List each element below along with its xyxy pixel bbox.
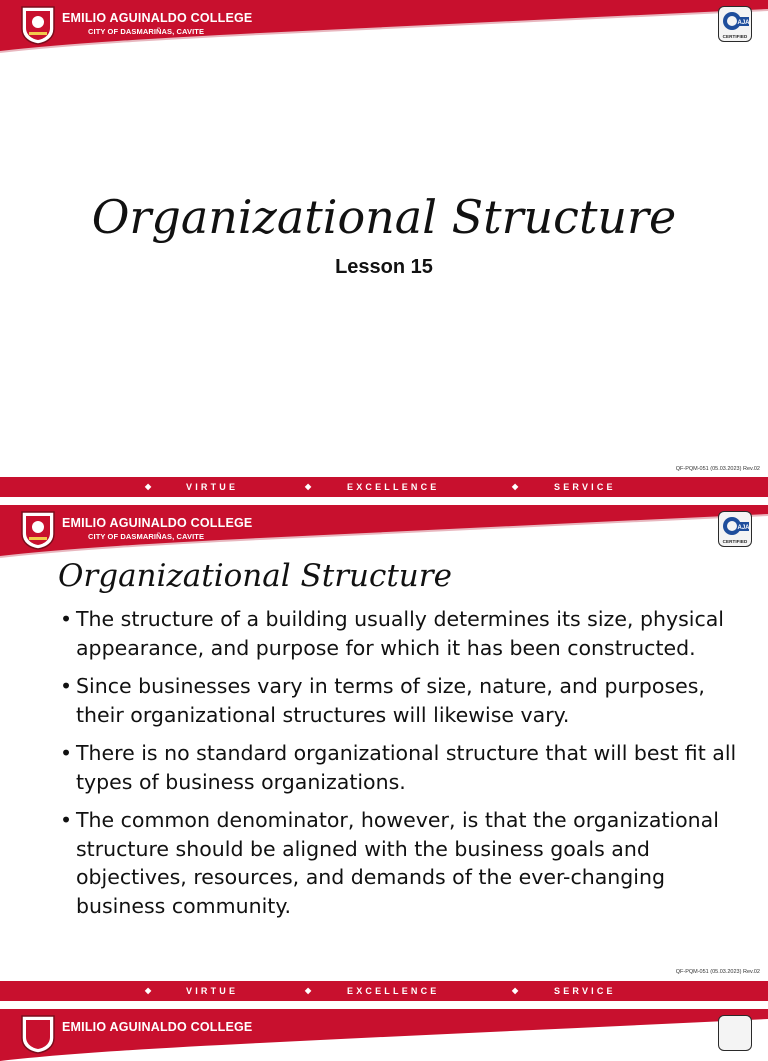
separator-icon: ◆	[512, 986, 519, 995]
bullet-text: The common denominator, however, is that the organizational structure should be aligned with the business goals and objectives, resources, and demands of the ever-changing business community.	[76, 808, 719, 918]
college-name: EMILIO AGUINALDO COLLEGE	[62, 1020, 253, 1034]
slide-title: Organizational Structure	[91, 190, 677, 244]
separator-icon: ◆	[145, 482, 152, 491]
cert-label: CERTIFIED	[722, 539, 748, 544]
motto-excellence: EXCELLENCE	[347, 482, 440, 492]
document-code: QF-PQM-051 (05.03.2023) Rev.02	[675, 466, 760, 472]
motto-virtue: VIRTUE	[186, 986, 239, 996]
motto-service: SERVICE	[554, 482, 616, 492]
college-seal-icon	[19, 510, 57, 550]
bullet-text: There is no standard organizational structure that will best fit all types of business organizations.	[76, 741, 737, 794]
college-name: EMILIO AGUINALDO COLLEGE	[62, 516, 253, 530]
motto-service: SERVICE	[554, 986, 616, 996]
header-red-band	[0, 1009, 768, 1061]
slide-subtitle: Lesson 15	[335, 256, 433, 278]
slide-header	[0, 1009, 768, 1061]
certification-logo-icon	[720, 514, 751, 538]
slide-1	[0, 0, 768, 477]
bullet-symbol: •	[60, 808, 73, 832]
college-seal-icon	[19, 5, 57, 45]
separator-icon: ◆	[512, 482, 519, 491]
college-city: CITY OF DASMARIÑAS, CAVITE	[88, 532, 205, 541]
header-red-band	[0, 505, 768, 557]
motto-excellence: EXCELLENCE	[347, 986, 440, 996]
bullet-item	[60, 672, 740, 729]
bullet-list	[60, 605, 740, 930]
college-name: EMILIO AGUINALDO COLLEGE	[62, 11, 253, 25]
college-seal-icon	[19, 1014, 57, 1054]
document-code: QF-PQM-051 (05.03.2023) Rev.02	[675, 969, 760, 975]
cert-mark: AJA	[737, 20, 750, 26]
slide-title: Organizational Structure	[58, 558, 452, 594]
college-city: CITY OF DASMARIÑAS, CAVITE	[88, 27, 205, 36]
bullet-text: Since businesses vary in terms of size, nature, and purposes, their organizational structures will likewise vary.	[76, 674, 705, 727]
certification-badge	[718, 1015, 752, 1051]
header-red-band	[0, 0, 768, 52]
bullet-text: The structure of a building usually determines its size, physical appearance, and purpose for which it has been constructed.	[76, 607, 725, 660]
separator-icon: ◆	[305, 482, 312, 491]
bullet-item	[60, 806, 740, 920]
slide-3-partial	[0, 1009, 768, 1034]
bullet-symbol: •	[60, 741, 73, 765]
separator-icon: ◆	[145, 986, 152, 995]
bullet-symbol: •	[60, 607, 73, 631]
slide-header	[0, 505, 768, 557]
certification-badge	[718, 511, 752, 547]
motto-band	[0, 981, 768, 1001]
bullet-item	[60, 739, 740, 796]
certification-logo-icon	[720, 9, 751, 33]
slide-header	[0, 0, 768, 52]
cert-label: CERTIFIED	[722, 34, 748, 39]
bullet-symbol: •	[60, 674, 73, 698]
motto-band	[0, 477, 768, 497]
bullet-item	[60, 605, 740, 662]
cert-mark: AJA	[737, 525, 750, 531]
certification-badge	[718, 6, 752, 42]
motto-virtue: VIRTUE	[186, 482, 239, 492]
separator-icon: ◆	[305, 986, 312, 995]
